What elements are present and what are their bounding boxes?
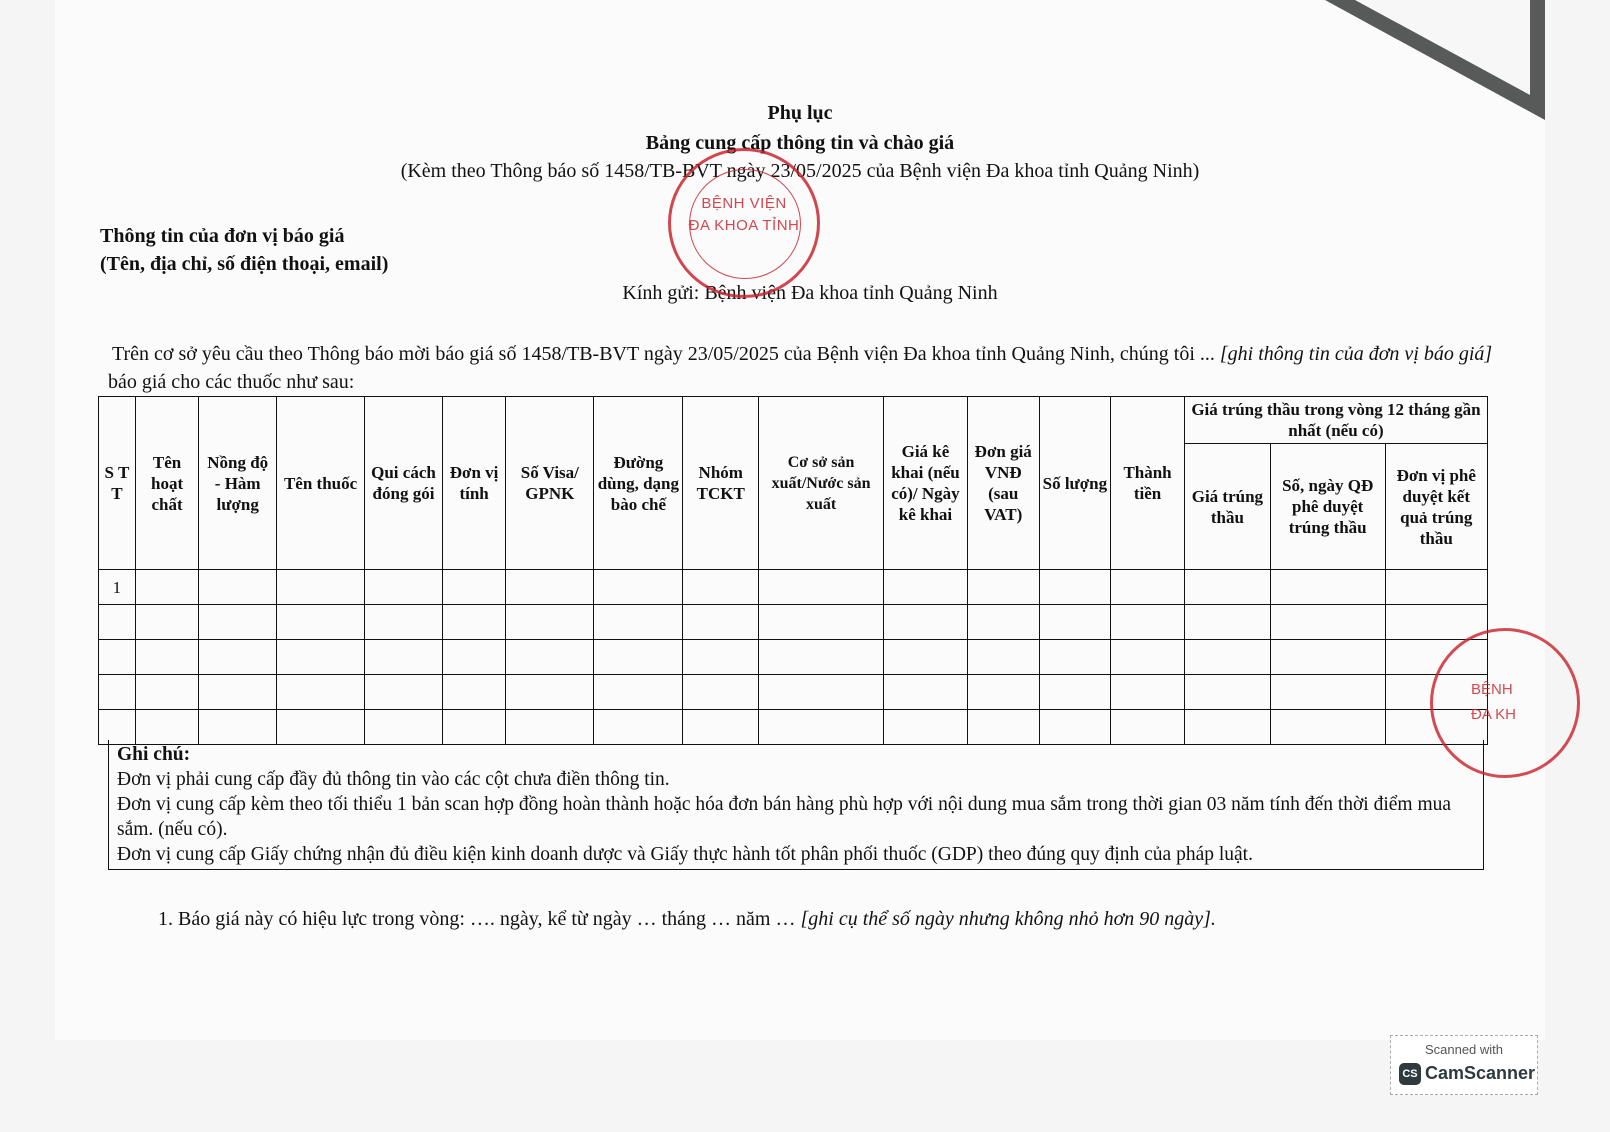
table-row: [99, 640, 1488, 675]
table-cell[interactable]: [1270, 570, 1385, 605]
col-header-approving-unit: Đơn vị phê duyệt kết quả trúng thầu: [1385, 444, 1488, 570]
note-line-1: Đơn vị phải cung cấp đầy đủ thông tin vào các cột chưa điền thông tin.: [117, 769, 670, 790]
table-cell[interactable]: [365, 605, 443, 640]
table-cell[interactable]: [506, 675, 594, 710]
camscanner-badge: [1390, 1035, 1538, 1095]
table-row: [99, 605, 1488, 640]
table-cell[interactable]: [1111, 570, 1185, 605]
table-cell[interactable]: [1270, 605, 1385, 640]
col-header-tckt-group: Nhóm TCKT: [683, 397, 759, 570]
table-cell[interactable]: [759, 570, 884, 605]
col-header-unit-price: Đơn giá VNĐ (sau VAT): [967, 397, 1039, 570]
table-cell[interactable]: [277, 640, 365, 675]
quotation-table: [98, 396, 1488, 745]
table-cell[interactable]: [277, 675, 365, 710]
table-cell[interactable]: [967, 605, 1039, 640]
col-group-header-winning-bid: Giá trúng thầu trong vòng 12 tháng gần nhất (nếu có): [1184, 397, 1487, 444]
table-cell[interactable]: [1184, 640, 1270, 675]
intro-text-1: Trên cơ sở yêu cầu theo Thông báo mời báo giá số 1458/TB-BVT ngày 23/05/2025 của Bệnh viện Đa khoa tỉnh Quảng Ninh, chúng tôi ...: [112, 343, 1220, 365]
badge-app-name: CamScanner: [1425, 1063, 1536, 1083]
table-cell[interactable]: [99, 675, 136, 710]
table-cell[interactable]: [365, 570, 443, 605]
table-cell[interactable]: [442, 640, 505, 675]
seal-text-line2: ĐA KHOA TỈNH: [688, 217, 800, 234]
unit-info-line1: Thông tin của đơn vị báo giá: [100, 225, 345, 247]
appendix-title: Phụ lục: [767, 102, 833, 124]
unit-info-block: [100, 222, 388, 278]
table-cell[interactable]: [1184, 675, 1270, 710]
seal-text-line1: BỆNH VIỆN: [701, 195, 787, 212]
intro-italic: [ghi thông tin của đơn vị báo giá]: [1219, 343, 1493, 365]
validity-clause: [158, 908, 1216, 931]
table-cell[interactable]: [1184, 605, 1270, 640]
col-header-drug-name: Tên thuốc: [277, 397, 365, 570]
table-cell[interactable]: [1184, 570, 1270, 605]
table-cell[interactable]: [594, 675, 683, 710]
table-cell[interactable]: [884, 605, 968, 640]
table-cell[interactable]: [199, 640, 277, 675]
partial-seal-line1: BỆNH: [1471, 681, 1513, 698]
col-header-stt: S T T: [99, 397, 136, 570]
table-cell[interactable]: [759, 605, 884, 640]
table-cell[interactable]: [365, 640, 443, 675]
document-title: Bảng cung cấp thông tin và chào giá: [645, 132, 955, 154]
table-cell[interactable]: [442, 675, 505, 710]
table-cell[interactable]: [135, 675, 198, 710]
note-line-2: Đơn vị cung cấp kèm theo tối thiểu 1 bản scan hợp đồng hoàn thành hoặc hóa đơn bán hàng phù hợp với nội dung mua sắm trong thời gian 03 năm tính đến thời điểm mua sắm. (nếu có).: [117, 794, 1452, 840]
intro-paragraph: [108, 340, 1498, 396]
col-header-unit: Đơn vị tính: [442, 397, 505, 570]
unit-info-line2: (Tên, địa chỉ, số điện thoại, email): [100, 253, 389, 275]
table-cell[interactable]: [99, 605, 136, 640]
table-cell[interactable]: [683, 605, 759, 640]
table-cell[interactable]: [683, 640, 759, 675]
table-cell[interactable]: [1111, 675, 1185, 710]
table-cell[interactable]: [506, 640, 594, 675]
table-cell[interactable]: [967, 570, 1039, 605]
col-header-active-ingredient: Tên hoạt chất: [135, 397, 198, 570]
table-cell[interactable]: [683, 570, 759, 605]
table-cell[interactable]: [135, 640, 198, 675]
table-cell[interactable]: [1270, 675, 1385, 710]
table-row: [99, 675, 1488, 710]
col-header-visa: Số Visa/ GPNK: [506, 397, 594, 570]
table-cell[interactable]: [1039, 675, 1111, 710]
col-header-manufacturer: Cơ sở sản xuất/Nước sản xuất: [759, 397, 884, 570]
partial-seal-clip: [1420, 600, 1517, 800]
table-cell[interactable]: [199, 675, 277, 710]
col-header-quantity: Số lượng: [1039, 397, 1111, 570]
camscanner-logo-icon: CS: [1399, 1063, 1421, 1085]
table-cell[interactable]: [365, 675, 443, 710]
table-cell[interactable]: [967, 675, 1039, 710]
partial-seal-line2: ĐA KH: [1471, 706, 1517, 723]
col-header-winning-price: Giá trúng thầu: [1184, 444, 1270, 570]
table-cell[interactable]: [1270, 640, 1385, 675]
col-header-declared-price: Giá kê khai (nếu có)/ Ngày kê khai: [884, 397, 968, 570]
col-header-approval-decision: Số, ngày QĐ phê duyệt trúng thầu: [1270, 444, 1385, 570]
note-line-3: Đơn vị cung cấp Giấy chứng nhận đủ điều kiện kinh doanh dược và Giấy thực hành tốt phân phối thuốc (GDP) theo đúng quy định của pháp luật.: [117, 844, 1253, 865]
col-header-packaging: Qui cách đóng gói: [365, 397, 443, 570]
table-cell[interactable]: [277, 570, 365, 605]
table-cell[interactable]: [967, 640, 1039, 675]
table-cell[interactable]: [135, 570, 198, 605]
table-cell[interactable]: [594, 640, 683, 675]
notes-heading: Ghi chú:: [117, 744, 191, 765]
table-row: [99, 570, 1488, 605]
table-cell[interactable]: [884, 640, 968, 675]
table-cell[interactable]: [442, 605, 505, 640]
col-header-concentration: Nồng độ - Hàm lượng: [199, 397, 277, 570]
recipient-line: Kính gửi: Bệnh viện Đa khoa tỉnh Quảng Ninh: [622, 282, 998, 304]
row-stt: 1: [99, 570, 136, 605]
table-cell[interactable]: [1039, 640, 1111, 675]
table-cell[interactable]: [277, 605, 365, 640]
col-header-amount: Thành tiền: [1111, 397, 1185, 570]
table-cell[interactable]: [594, 605, 683, 640]
table-cell[interactable]: [506, 570, 594, 605]
table-cell[interactable]: [759, 675, 884, 710]
col-header-route-form: Đường dùng, dạng bào chế: [594, 397, 683, 570]
hospital-seal-stamp: [668, 148, 820, 298]
table-cell[interactable]: [199, 605, 277, 640]
table-cell[interactable]: [442, 570, 505, 605]
table-cell[interactable]: [884, 675, 968, 710]
table-cell[interactable]: [884, 570, 968, 605]
table-cell[interactable]: [759, 640, 884, 675]
table-cell[interactable]: [683, 675, 759, 710]
table-cell[interactable]: [506, 605, 594, 640]
table-cell[interactable]: [1111, 605, 1185, 640]
attachment-note: (Kèm theo Thông báo số 1458/TB-BVT ngày 23/05/2025 của Bệnh viện Đa khoa tỉnh Quảng Ninh): [400, 160, 1200, 182]
table-cell[interactable]: [135, 605, 198, 640]
notes-box: [108, 740, 1484, 870]
table-cell[interactable]: [199, 570, 277, 605]
table-cell[interactable]: [594, 570, 683, 605]
table-cell[interactable]: [1039, 605, 1111, 640]
table-cell[interactable]: [1111, 640, 1185, 675]
validity-text: 1. Báo giá này có hiệu lực trong vòng: …. ngày, kể từ ngày … tháng … năm …: [158, 908, 801, 930]
intro-text-2: báo giá cho các thuốc như sau:: [108, 371, 355, 393]
page-corner-fold-highlight: [1355, 0, 1530, 95]
table-cell[interactable]: [99, 640, 136, 675]
table-cell[interactable]: [1039, 570, 1111, 605]
badge-scanned-with: Scanned with: [1424, 1042, 1504, 1057]
validity-italic: [ghi cụ thể số ngày nhưng không nhỏ hơn 90 ngày].: [800, 908, 1216, 930]
partial-seal-stamp: [1430, 628, 1580, 778]
